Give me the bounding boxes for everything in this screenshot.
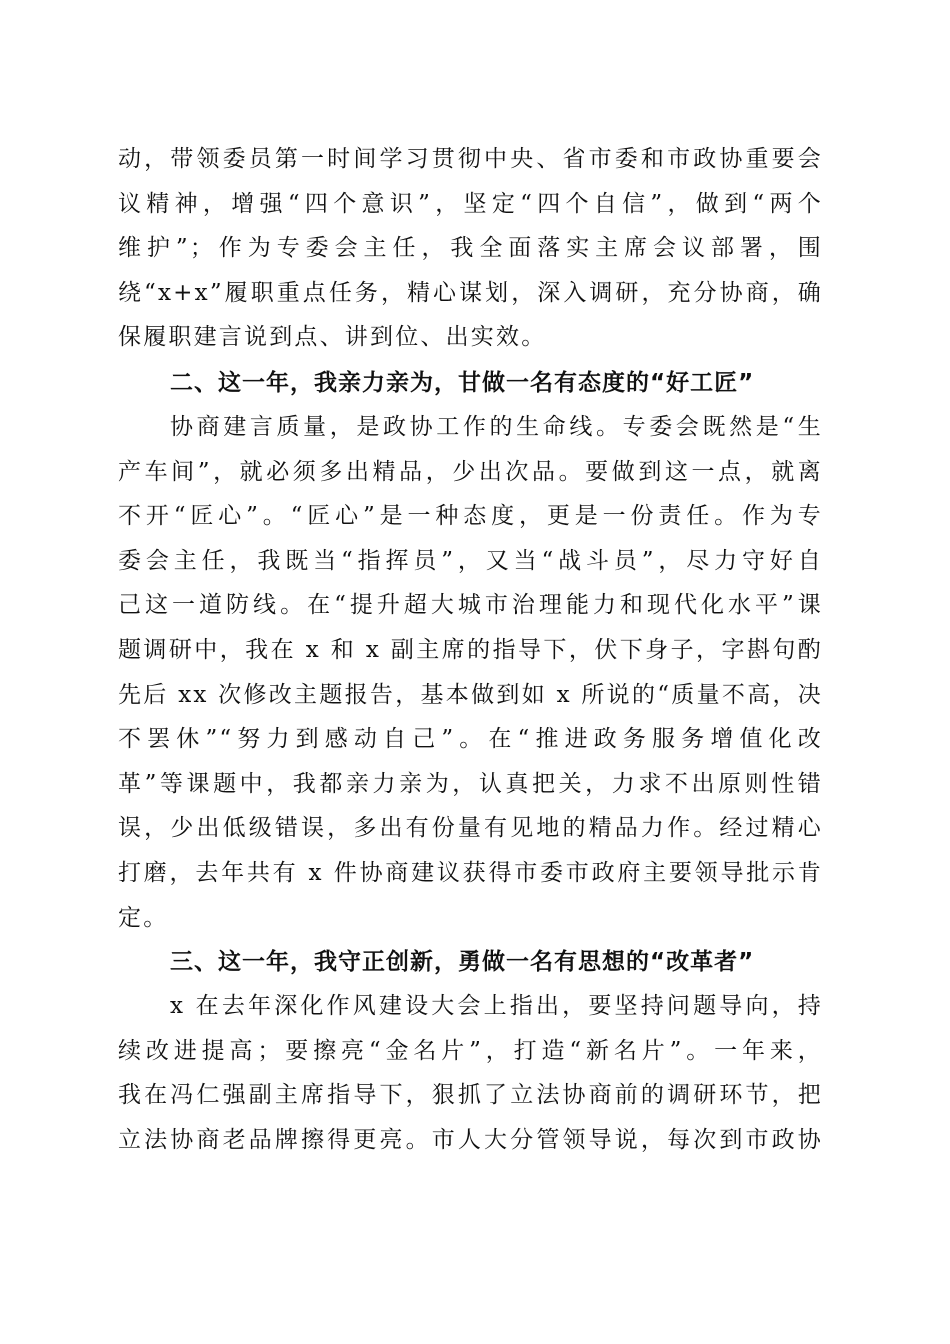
- text-line: 绕“x+x”履职重点任务，精心谋划，深入调研，充分协商，确: [118, 279, 823, 306]
- text-line: 误，少出低级错误，多出有份量有见地的精品力作。经过精心: [118, 815, 823, 842]
- text-line: 维护”；作为专委会主任，我全面落实主席会议部署，围: [118, 235, 823, 262]
- text-line: 委会主任，我既当“指挥员”，又当“战斗员”，尽力守好自: [118, 547, 823, 574]
- text-line: 定。: [118, 904, 169, 931]
- paragraph-2: [118, 405, 823, 940]
- text-line: 产车间”，就必须多出精品，少出次品。要做到这一点，就离: [118, 458, 823, 485]
- paragraph-3: [118, 984, 823, 1162]
- section-heading-3: 三、这一年，我守正创新，勇做一名有思想的“改革者”: [170, 949, 755, 975]
- text-line: 保履职建言说到点、讲到位、出实效。: [118, 324, 547, 351]
- text-line: 不开“匠心”。“匠心”是一种态度，更是一份责任。作为专: [118, 503, 823, 530]
- text-line: 先后 xx 次修改主题报告，基本做到如 x 所说的“质量不高，决: [118, 681, 823, 708]
- section-heading-2: 二、这一年，我亲力亲为，甘做一名有态度的“好工匠”: [170, 370, 755, 396]
- text-line: 我在冯仁强副主席指导下，狠抓了立法协商前的调研环节，把: [118, 1082, 823, 1109]
- text-line: 革”等课题中，我都亲力亲为，认真把关，力求不出原则性错: [118, 770, 823, 797]
- text-line: 打磨，去年共有 x 件协商建议获得市委市政府主要领导批示肯: [118, 859, 823, 886]
- text-line: 己这一道防线。在“提升超大城市治理能力和现代化水平”课: [118, 592, 823, 619]
- text-line: x 在去年深化作风建设大会上指出，要坚持问题导向，持: [170, 993, 823, 1019]
- text-line: 协商建言质量，是政协工作的生命线。专委会既然是“生: [170, 414, 823, 440]
- text-line: 议精神，增强“四个意识”，坚定“四个自信”，做到“两个: [118, 190, 823, 217]
- section-heading-2-wrapper: [118, 361, 823, 406]
- text-line: 续改进提高；要擦亮“金名片”，打造“新名片”。一年来，: [118, 1037, 823, 1064]
- text-line: 动，带领委员第一时间学习贯彻中央、省市委和市政协重要会: [118, 146, 823, 172]
- section-heading-3-wrapper: [118, 940, 823, 985]
- paragraph-1: [118, 137, 823, 360]
- text-line: 题调研中，我在 x 和 x 副主席的指导下，伏下身子，字斟句酌: [118, 636, 823, 663]
- text-line: 立法协商老品牌擦得更亮。市人大分管领导说，每次到市政协: [118, 1126, 823, 1153]
- text-line: 不罢休”“努力到感动自己”。在“推进政务服务增值化改: [118, 726, 823, 753]
